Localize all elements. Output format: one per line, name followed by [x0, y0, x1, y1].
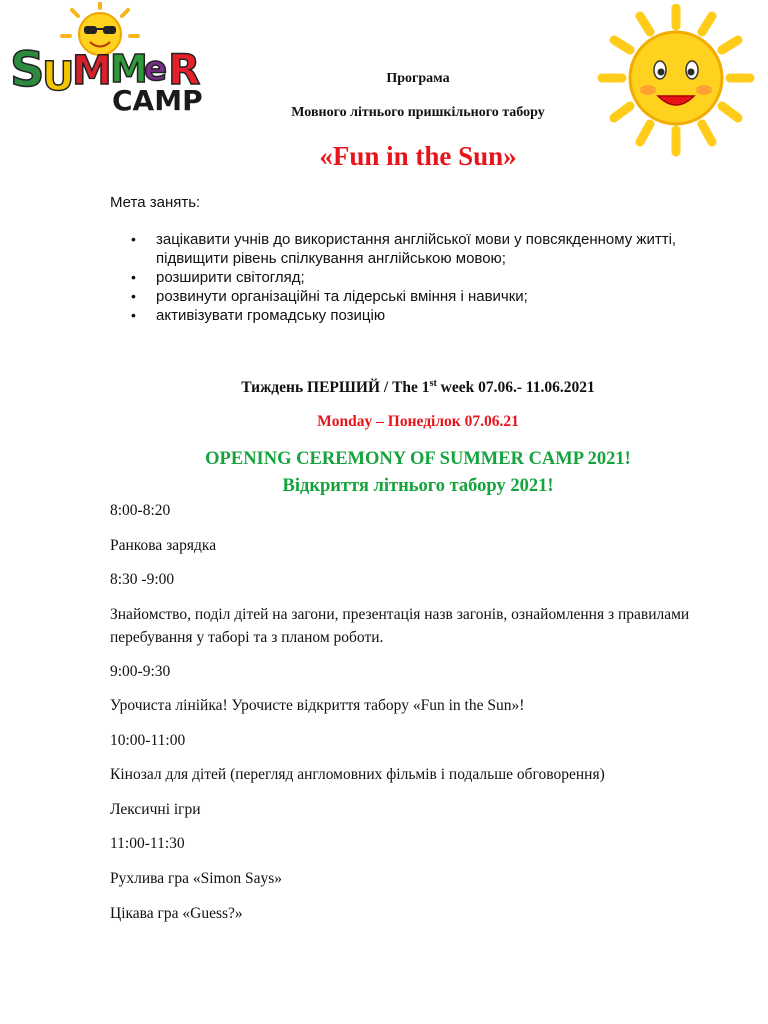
logo-letter-e: e: [144, 49, 168, 89]
logo-letter-m1: M: [72, 48, 112, 94]
logo-letter-u: U: [42, 54, 75, 100]
camp-title: «Fun in the Sun»: [319, 141, 517, 171]
week-ordinal: st: [429, 378, 437, 389]
schedule-activity: Рухлива гра «Simon Says»: [110, 870, 283, 887]
opening-ceremony-heading: OPENING CEREMONY OF SUMMER CAMP 2021!: [205, 449, 631, 469]
schedule-activity: Кінозал для дітей (перегляд англомовних фільмів і подальше обговорення): [110, 766, 605, 783]
schedule-activity: Урочиста лінійка! Урочисте відкриття табору «Fun in the Sun»!: [110, 697, 525, 714]
list-item: • зацікавити учнів до використання англійської мови у повсякденному житті, підвищити рівень спілкування англійською мовою;: [110, 230, 710, 268]
schedule-time: 10:00-11:00: [110, 732, 186, 749]
schedule-time: 8:30 -9:00: [110, 571, 175, 588]
program-heading: Програма: [386, 71, 450, 86]
logo-letter-s: S: [10, 42, 45, 98]
week-prefix: Тиждень ПЕРШИЙ / The 1: [241, 379, 430, 397]
program-subheading: Мовного літнього пришкільного табору: [291, 105, 545, 120]
logo-camp-text: CAMP: [112, 84, 203, 117]
schedule-activity: Цікава гра «Guess?»: [110, 905, 243, 922]
list-item: • розвинути організаційні та лідерські вміння і навички;: [110, 287, 710, 306]
schedule-time: 11:00-11:30: [110, 835, 185, 852]
day-heading: Monday – Понеділок 07.06.21: [317, 413, 519, 430]
goals-list: [110, 230, 710, 325]
logo-letter-m2: M: [110, 47, 148, 91]
schedule-activity: Знайомство, поділ дітей на загони, презентація назв загонів, ознайомлення з правилами перебування у таборі та з планом роботи.: [110, 606, 690, 646]
week-heading: [0, 378, 768, 397]
schedule-time: 9:00-9:30: [110, 663, 171, 680]
opening-ceremony-subheading: Відкриття літнього табору 2021!: [282, 476, 554, 496]
list-item: • активізувати громадську позицію: [110, 306, 710, 325]
list-item: • розширити світогляд;: [110, 268, 710, 287]
schedule-activity: Ранкова зарядка: [110, 537, 217, 554]
logo-letter-r: R: [168, 45, 201, 94]
schedule-activity: Лексичні ігри: [110, 801, 201, 818]
schedule-time: 8:00-8:20: [110, 502, 171, 519]
goals-heading: Мета занять:: [110, 194, 201, 211]
week-dates: week 07.06.- 11.06.2021: [436, 379, 595, 397]
summer-camp-logo: [4, 2, 216, 120]
